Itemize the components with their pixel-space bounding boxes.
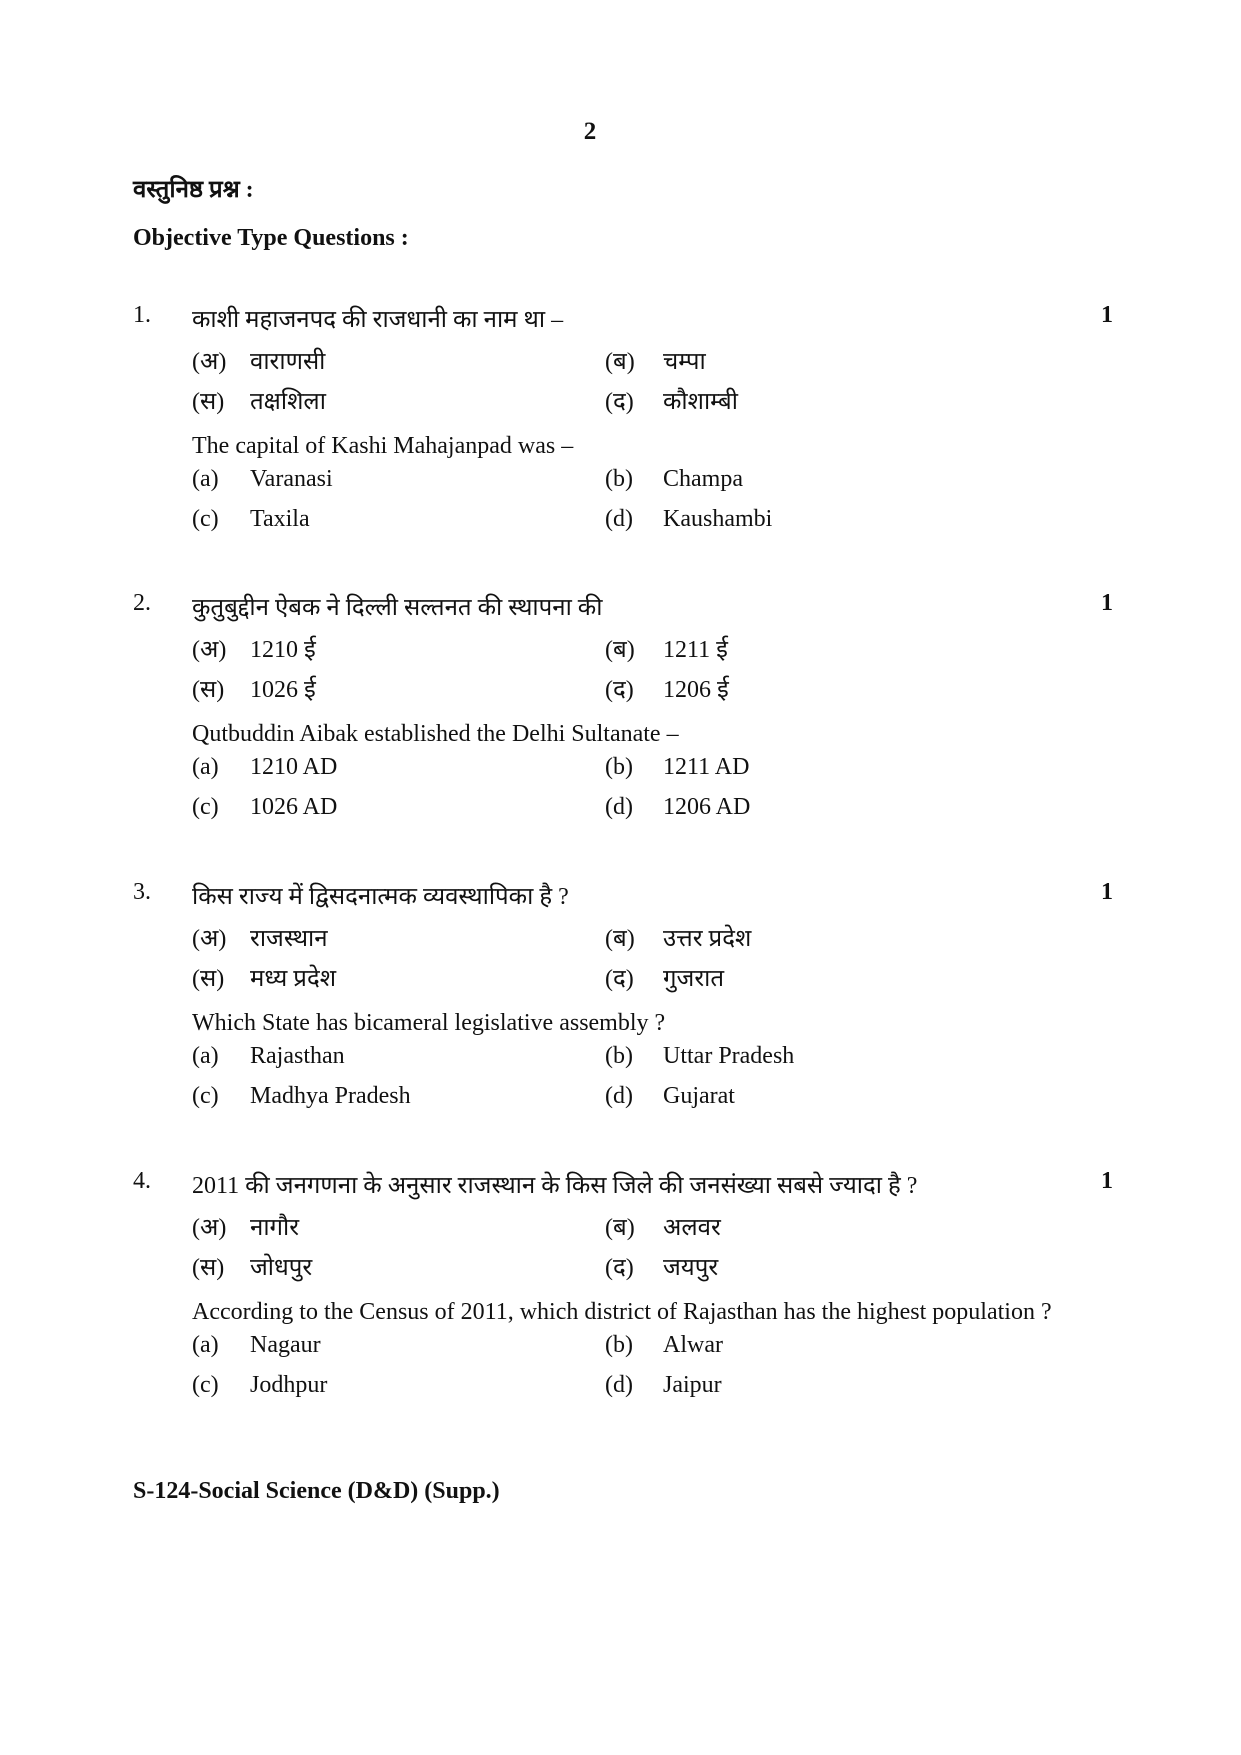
option-label: (द) — [605, 1255, 634, 1281]
option-label: (d) — [605, 1372, 633, 1398]
option-text: जोधपुर — [250, 1255, 313, 1281]
question-number: 4. — [133, 1168, 151, 1194]
option-text: 1026 ई — [250, 677, 316, 703]
question-4 — [133, 1168, 1113, 1412]
question-2 — [133, 590, 1113, 834]
question-text-english: The capital of Kashi Mahajanpad was – — [192, 433, 574, 459]
option-hindi-a — [192, 921, 328, 954]
option-label: (c) — [192, 1372, 219, 1398]
option-label: (a) — [192, 466, 219, 492]
option-label: (a) — [192, 1332, 219, 1358]
option-english-a — [192, 1332, 321, 1359]
option-hindi-b — [605, 921, 751, 954]
option-label: (b) — [605, 1043, 633, 1069]
option-text: मध्य प्रदेश — [250, 966, 337, 992]
option-text: 1026 AD — [250, 794, 338, 820]
option-label: (ब) — [605, 637, 635, 663]
question-3 — [133, 879, 1113, 1123]
option-english-d — [605, 506, 772, 533]
paper-code-footer: S-124-Social Science (D&D) (Supp.) — [133, 1478, 500, 1504]
option-label: (d) — [605, 1083, 633, 1109]
option-text: Gujarat — [663, 1083, 735, 1109]
option-text: Jaipur — [663, 1372, 722, 1398]
question-text-hindi: काशी महाजनपद की राजधानी का नाम था – — [192, 307, 564, 333]
option-text: Uttar Pradesh — [663, 1043, 795, 1069]
option-text: Champa — [663, 466, 743, 492]
option-english-a — [192, 754, 337, 781]
option-text: 1206 AD — [663, 794, 751, 820]
option-label: (अ) — [192, 637, 227, 663]
option-english-d — [605, 1083, 735, 1110]
option-english-c — [192, 1083, 411, 1110]
option-text: 1210 AD — [250, 754, 338, 780]
option-label: (d) — [605, 506, 633, 532]
option-english-b — [605, 1332, 723, 1359]
option-label: (b) — [605, 1332, 633, 1358]
option-hindi-c — [192, 672, 316, 705]
option-english-b — [605, 754, 749, 781]
question-marks: 1 — [1101, 879, 1113, 905]
section-heading-hindi: वस्तुनिष्ठ प्रश्न : — [133, 177, 254, 203]
option-text: राजस्थान — [250, 926, 328, 952]
option-text: Kaushambi — [663, 506, 773, 532]
option-label: (c) — [192, 794, 219, 820]
question-text-english: According to the Census of 2011, which district of Rajasthan has the highest population ? — [192, 1299, 1052, 1325]
option-english-c — [192, 506, 310, 533]
question-number: 2. — [133, 590, 151, 616]
option-text: 1211 ई — [663, 637, 728, 663]
option-english-b — [605, 1043, 794, 1070]
option-english-c — [192, 1372, 327, 1399]
option-english-d — [605, 794, 750, 821]
option-hindi-a — [192, 1210, 299, 1243]
question-marks: 1 — [1101, 590, 1113, 616]
question-marks: 1 — [1101, 302, 1113, 328]
option-english-a — [192, 466, 333, 493]
option-hindi-b — [605, 344, 706, 377]
option-hindi-d — [605, 1250, 718, 1283]
option-english-b — [605, 466, 743, 493]
option-english-a — [192, 1043, 345, 1070]
option-hindi-b — [605, 632, 728, 665]
option-hindi-c — [192, 1250, 312, 1283]
option-text: नागौर — [250, 1215, 300, 1241]
option-label: (b) — [605, 466, 633, 492]
question-number: 3. — [133, 879, 151, 905]
option-text: Nagaur — [250, 1332, 321, 1358]
option-hindi-a — [192, 632, 316, 665]
option-hindi-c — [192, 961, 336, 994]
option-text: Madhya Pradesh — [250, 1083, 411, 1109]
option-label: (अ) — [192, 1215, 227, 1241]
question-text-english: Qutbuddin Aibak established the Delhi Sultanate – — [192, 721, 679, 747]
question-1 — [133, 302, 1113, 546]
question-marks: 1 — [1101, 1168, 1113, 1194]
question-text-hindi: किस राज्य में द्विसदनात्मक व्यवस्थापिका है ? — [192, 884, 569, 910]
option-text: Varanasi — [250, 466, 333, 492]
option-label: (a) — [192, 754, 219, 780]
option-text: तक्षशिला — [250, 389, 326, 415]
option-label: (स) — [192, 966, 225, 992]
question-text-hindi: 2011 की जनगणना के अनुसार राजस्थान के किस जिले की जनसंख्या सबसे ज्यादा है ? — [192, 1173, 918, 1199]
option-text: Taxila — [250, 506, 310, 532]
page-number: 2 — [583, 118, 597, 145]
option-hindi-b — [605, 1210, 721, 1243]
option-label: (स) — [192, 1255, 225, 1281]
option-label: (द) — [605, 389, 634, 415]
question-number: 1. — [133, 302, 151, 328]
option-hindi-a — [192, 344, 325, 377]
option-label: (c) — [192, 1083, 219, 1109]
option-english-d — [605, 1372, 722, 1399]
option-text: अलवर — [663, 1215, 721, 1241]
option-label: (अ) — [192, 926, 227, 952]
option-hindi-d — [605, 384, 738, 417]
option-text: चम्पा — [663, 349, 706, 375]
option-label: (c) — [192, 506, 219, 532]
option-text: वाराणसी — [250, 349, 326, 375]
option-text: 1211 AD — [663, 754, 750, 780]
section-heading-english: Objective Type Questions : — [133, 225, 409, 251]
option-label: (a) — [192, 1043, 219, 1069]
option-text: Rajasthan — [250, 1043, 345, 1069]
option-label: (ब) — [605, 349, 635, 375]
option-hindi-d — [605, 672, 729, 705]
option-english-c — [192, 794, 337, 821]
option-text: 1210 ई — [250, 637, 316, 663]
option-text: जयपुर — [663, 1255, 719, 1281]
option-text: उत्तर प्रदेश — [663, 926, 752, 952]
option-label: (d) — [605, 794, 633, 820]
option-label: (ब) — [605, 926, 635, 952]
option-text: Jodhpur — [250, 1372, 328, 1398]
question-text-hindi: कुतुबुद्दीन ऐबक ने दिल्ली सल्तनत की स्थापना की — [192, 595, 603, 621]
option-label: (स) — [192, 677, 225, 703]
option-label: (अ) — [192, 349, 227, 375]
option-label: (स) — [192, 389, 225, 415]
option-text: गुजरात — [663, 966, 725, 992]
option-label: (द) — [605, 677, 634, 703]
option-hindi-c — [192, 384, 326, 417]
question-text-english: Which State has bicameral legislative assembly ? — [192, 1010, 666, 1036]
option-text: कौशाम्बी — [663, 389, 738, 415]
option-label: (ब) — [605, 1215, 635, 1241]
option-text: 1206 ई — [663, 677, 729, 703]
option-label: (b) — [605, 754, 633, 780]
option-text: Alwar — [663, 1332, 723, 1358]
option-label: (द) — [605, 966, 634, 992]
option-hindi-d — [605, 961, 724, 994]
